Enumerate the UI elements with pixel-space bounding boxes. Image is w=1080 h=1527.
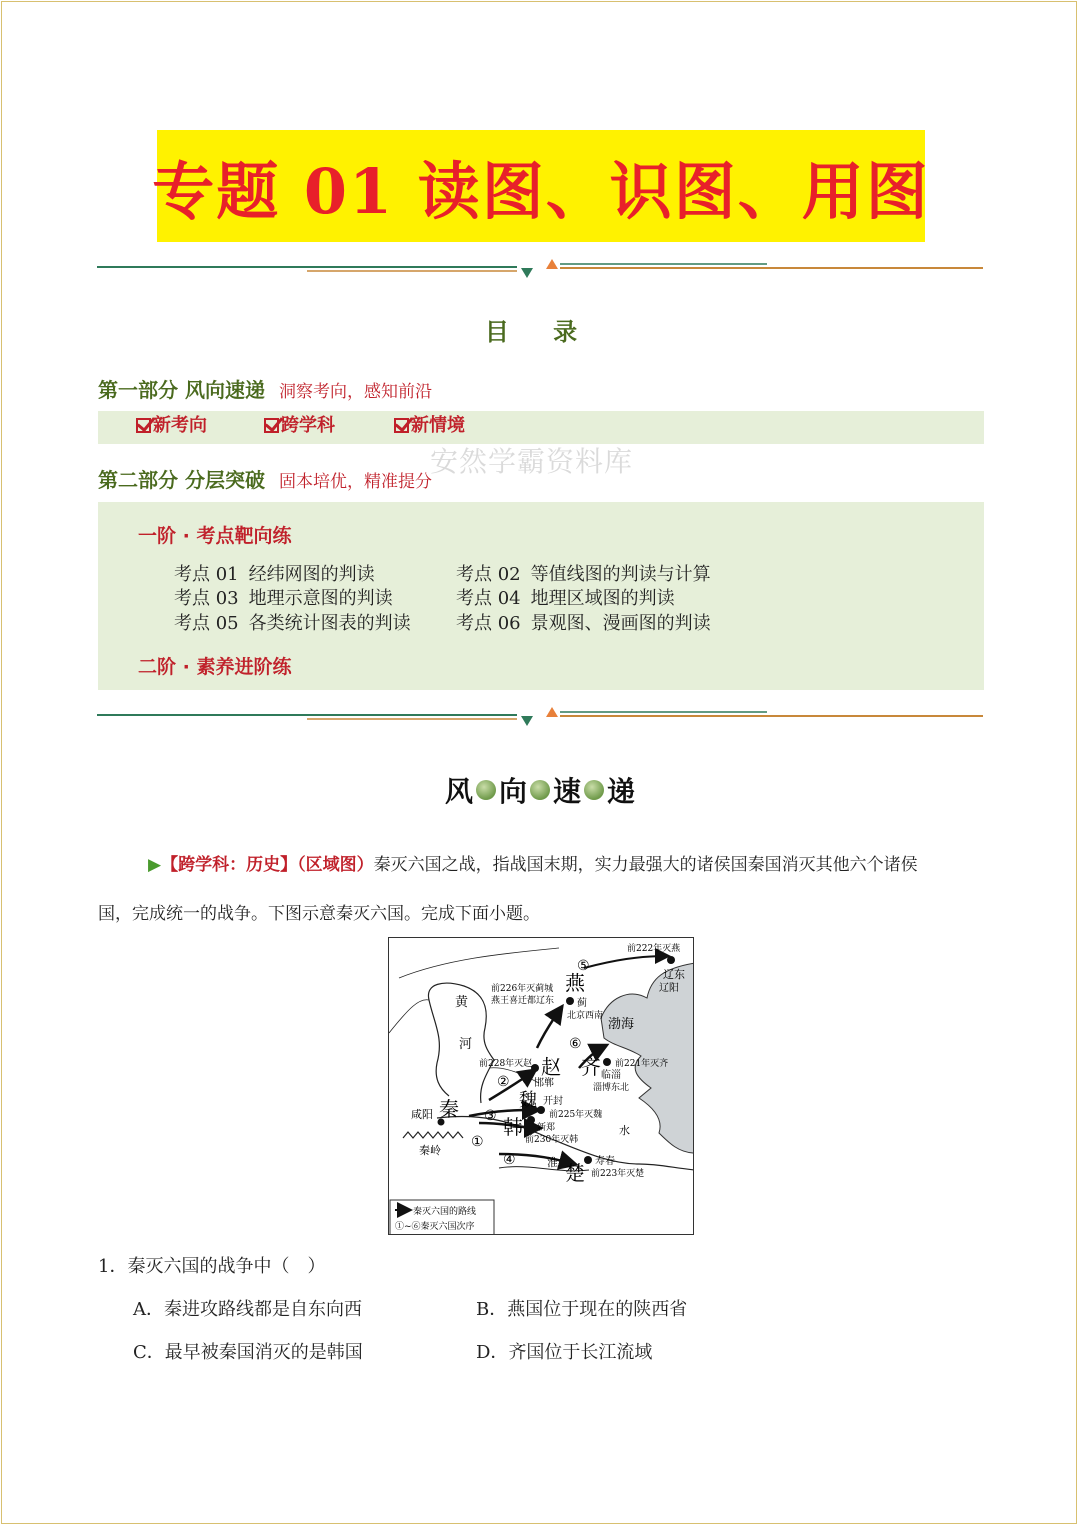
svg-text:魏: 魏 [519, 1090, 537, 1111]
svg-text:燕王喜迁都辽东: 燕王喜迁都辽东 [491, 996, 555, 1006]
option-c[interactable]: C．最早被秦国消灭的是韩国 [133, 1342, 363, 1363]
check-item-new-direction [136, 411, 207, 437]
svg-text:齐: 齐 [581, 1055, 601, 1079]
triangle-up-icon [546, 707, 558, 717]
decorative-divider-bottom [97, 706, 983, 728]
intro-line-1: ▶【跨学科：历史】（区域图）秦灭六国之战，指战国末期，实力最强大的诸侯国秦国消灭其他六个诸侯 [148, 855, 918, 875]
svg-text:⑤: ⑤ [577, 958, 590, 974]
svg-text:咸阳: 咸阳 [411, 1108, 433, 1121]
svg-text:渤海: 渤海 [608, 1017, 635, 1032]
check-label: 新情境 [411, 415, 465, 436]
question-stem: 1．秦灭六国的战争中（ ） [98, 1256, 326, 1277]
svg-text:辽阳: 辽阳 [659, 983, 679, 994]
toc-heading: 目 录 [484, 318, 596, 346]
svg-text:②: ② [497, 1074, 510, 1090]
svg-text:①: ① [471, 1134, 484, 1150]
part2-title: 第二部分 分层突破 [98, 468, 265, 492]
checkbox-icon [264, 418, 279, 433]
part2-subtitle: 固本培优，精准提分 [278, 472, 432, 492]
svg-text:蓟: 蓟 [577, 998, 587, 1009]
arrow-icon: ▶ [148, 855, 162, 875]
svg-text:楚: 楚 [565, 1161, 585, 1185]
svg-text:开封: 开封 [543, 1096, 563, 1107]
svg-text:淄博东北: 淄博东北 [593, 1083, 630, 1093]
svg-text:④: ④ [503, 1152, 516, 1168]
check-label: 跨学科 [281, 415, 335, 436]
kaodian-item: 考点 05 各类统计图表的判读 [174, 613, 411, 634]
svg-text:前226年灭蓟城: 前226年灭蓟城 [491, 984, 554, 994]
kaodian-item: 考点 02 等值线图的判读与计算 [456, 564, 711, 585]
svg-text:⑥: ⑥ [569, 1036, 582, 1052]
dot-icon [584, 780, 604, 800]
tier1-title: 一阶 · 考点靶向练 [138, 525, 292, 547]
kaodian-item: 考点 03 地理示意图的判读 [174, 588, 393, 609]
svg-text:赵: 赵 [541, 1055, 561, 1079]
page-title: 专题 01 读图、识图、用图 [152, 154, 930, 228]
svg-text:前225年灭魏: 前225年灭魏 [549, 1110, 603, 1120]
check-item-cross-subject [264, 411, 335, 437]
svg-text:寿春: 寿春 [595, 1156, 615, 1167]
kaodian-item: 考点 01 经纬网图的判读 [174, 564, 375, 585]
svg-text:辽东: 辽东 [663, 968, 685, 981]
svg-text:新郑: 新郑 [537, 1123, 556, 1133]
option-d[interactable]: D．齐国位于长江流域 [476, 1342, 653, 1363]
svg-text:前230年灭韩: 前230年灭韩 [525, 1135, 579, 1145]
svg-text:①~⑥秦灭六国次序: ①~⑥秦灭六国次序 [395, 1222, 475, 1232]
svg-text:邯郸: 邯郸 [534, 1078, 554, 1089]
svg-text:淮: 淮 [547, 1156, 558, 1169]
svg-text:黄: 黄 [455, 995, 469, 1010]
checkbox-icon [136, 418, 151, 433]
title-banner [152, 130, 930, 242]
part2-row [98, 464, 432, 493]
part1-title: 第一部分 风向速递 [98, 378, 265, 402]
svg-text:燕: 燕 [565, 971, 585, 995]
svg-text:前221年灭齐: 前221年灭齐 [615, 1059, 669, 1069]
triangle-down-icon [521, 716, 533, 726]
svg-text:韩: 韩 [503, 1115, 523, 1139]
svg-text:前228年灭赵: 前228年灭赵 [479, 1059, 533, 1069]
map-qin-conquest [388, 937, 694, 1235]
kaodian-item: 考点 06 景观图、漫画图的判读 [456, 613, 711, 634]
svg-text:临淄: 临淄 [601, 1070, 621, 1081]
triangle-down-icon [521, 268, 533, 278]
svg-text:水: 水 [619, 1124, 630, 1137]
kaodian-item: 考点 04 地理区域图的判读 [456, 588, 675, 609]
check-label: 新考向 [153, 415, 207, 436]
watermark: 安然学霸资料库 [430, 445, 634, 478]
svg-text:前222年灭燕: 前222年灭燕 [627, 944, 681, 954]
option-b[interactable]: B．燕国位于现在的陕西省 [476, 1299, 688, 1320]
part1-subtitle: 洞察考向，感知前沿 [278, 382, 432, 402]
dot-icon [530, 780, 550, 800]
intro-line-2: 国，完成统一的战争。下图示意秦灭六国。完成下面小题。 [98, 904, 540, 924]
tag-region-map: （区域图） [297, 855, 374, 875]
triangle-up-icon [546, 259, 558, 269]
dot-icon [476, 780, 496, 800]
option-a[interactable]: A．秦进攻路线都是自东向西 [133, 1299, 362, 1320]
decorative-divider-top [97, 258, 983, 280]
checkbox-icon [394, 418, 409, 433]
svg-text:③: ③ [484, 1108, 497, 1124]
section-title: 风 向 速 递 [444, 775, 636, 808]
check-item-new-context [394, 411, 465, 437]
svg-text:秦岭: 秦岭 [419, 1144, 441, 1157]
svg-text:前223年灭楚: 前223年灭楚 [591, 1169, 645, 1179]
svg-text:北京西南: 北京西南 [567, 1011, 604, 1021]
part1-row [98, 374, 432, 403]
tier2-title: 二阶 · 素养进阶练 [138, 656, 292, 678]
svg-text:河: 河 [459, 1037, 473, 1052]
kaodian-panel [98, 502, 984, 690]
svg-text:秦灭六国的路线: 秦灭六国的路线 [413, 1207, 477, 1217]
tag-cross-subject: 【跨学科：历史】 [161, 855, 298, 875]
svg-text:秦: 秦 [439, 1097, 459, 1121]
